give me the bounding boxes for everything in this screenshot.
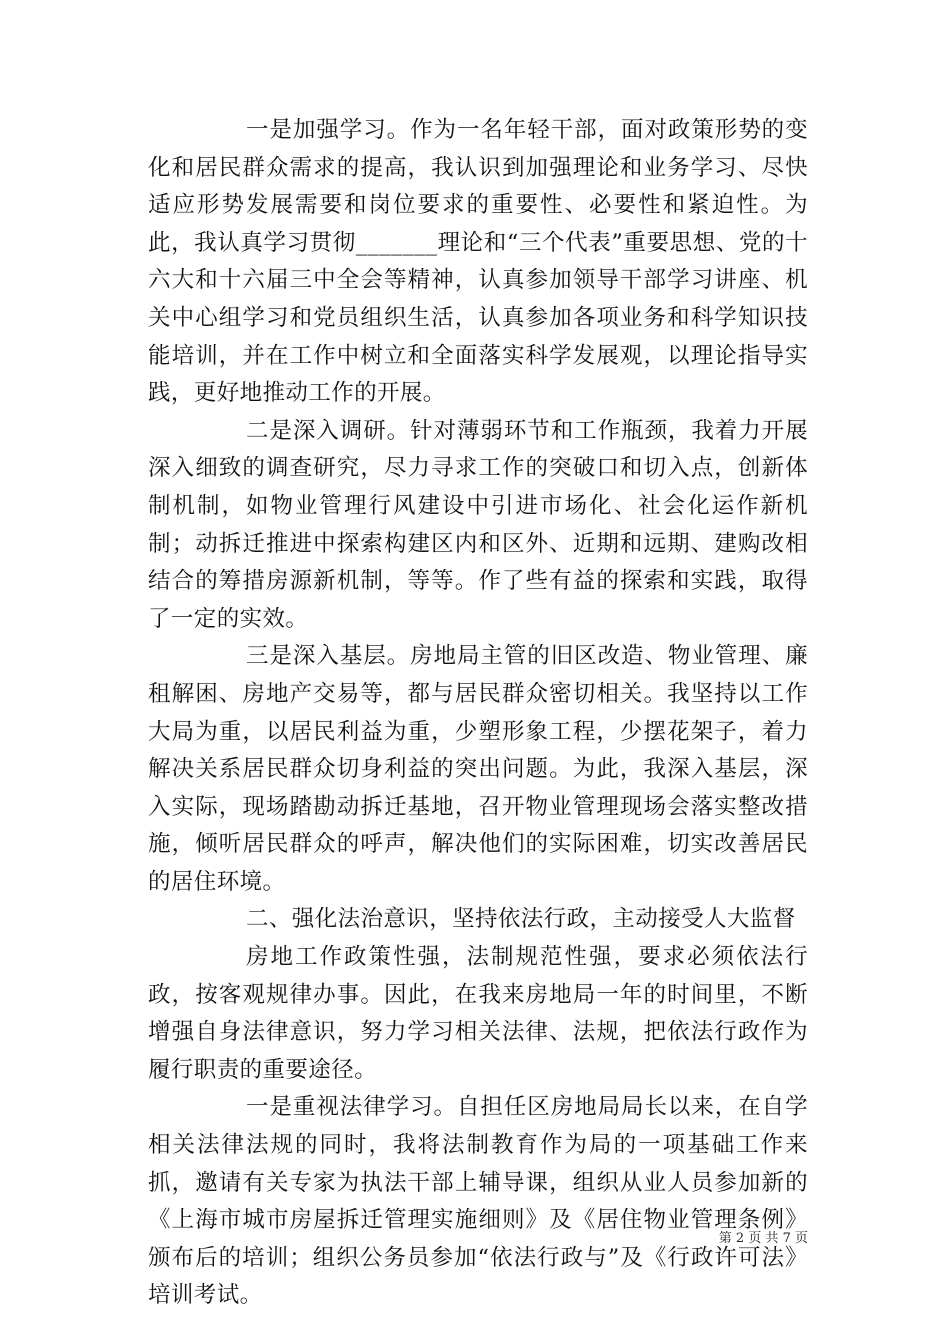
section-heading-rule-of-law: 二、强化法治意识，坚持依法行政，主动接受人大监督 — [246, 906, 796, 933]
paragraph-legal-study: 一是重视法律学习。自担任区房地局局长以来，在自学相关法律法规的同时，我将法制教育作为局的一项基础工作来抓，邀请有关专家为执法干部上辅导课，组织从业人员参加新的《上海市城市房屋拆迁管理实施细则》及《居住物业管理条例》颁布后的培训；组织公务员参加“依法行政与”及《行政许可法》培训考试。 — [148, 1094, 808, 1309]
page-number-footer: 第 2 页 共 7 页 — [718, 1231, 808, 1246]
document-body — [148, 112, 808, 1315]
paragraph-strengthen-study: 一是加强学习。作为一名年轻干部，面对政策形势的变化和居民群众需求的提高，我认识到加强理论和业务学习、尽快适应形势发展需要和岗位要求的重要性、必要性和紧迫性。为此，我认真学习贯彻_______理论和“三个代表”重要思想、党的十六大和十六届三中全会等精神，认真参加领导干部学习讲座、机关中心组学习和党员组织生活，认真参加各项业务和科学知识技能培训，并在工作中树立和全面落实科学发展观，以理论指导实践，更好地推动工作的开展。 — [148, 117, 808, 407]
paragraph-go-to-grassroots: 三是深入基层。房地局主管的旧区改造、物业管理、廉租解困、房地产交易等，都与居民群众密切相关。我坚持以工作大局为重，以居民利益为重，少塑形象工程，少摆花架子，着力解决关系居民群众切身利益的突出问题。为此，我深入基层，深入实际，现场踏勘动拆迁基地，召开物业管理现场会落实整改措施，倾听居民群众的呼声，解决他们的实际困难，切实改善居民的居住环境。 — [148, 643, 808, 895]
paragraph-in-depth-research: 二是深入调研。针对薄弱环节和工作瓶颈，我着力开展深入细致的调查研究，尽力寻求工作的突破口和切入点，创新体制机制，如物业管理行风建设中引进市场化、社会化运作新机制；动拆迁推进中探索构建区内和区外、近期和远期、建购改相结合的筹措房源新机制，等等。作了些有益的探索和实践，取得了一定的实效。 — [148, 417, 808, 632]
paragraph-law-based-administration: 房地工作政策性强，法制规范性强，要求必须依法行政，按客观规律办事。因此，在我来房地局一年的时间里，不断增强自身法律意识，努力学习相关法律、法规，把依法行政作为履行职责的重要途径。 — [148, 944, 808, 1083]
